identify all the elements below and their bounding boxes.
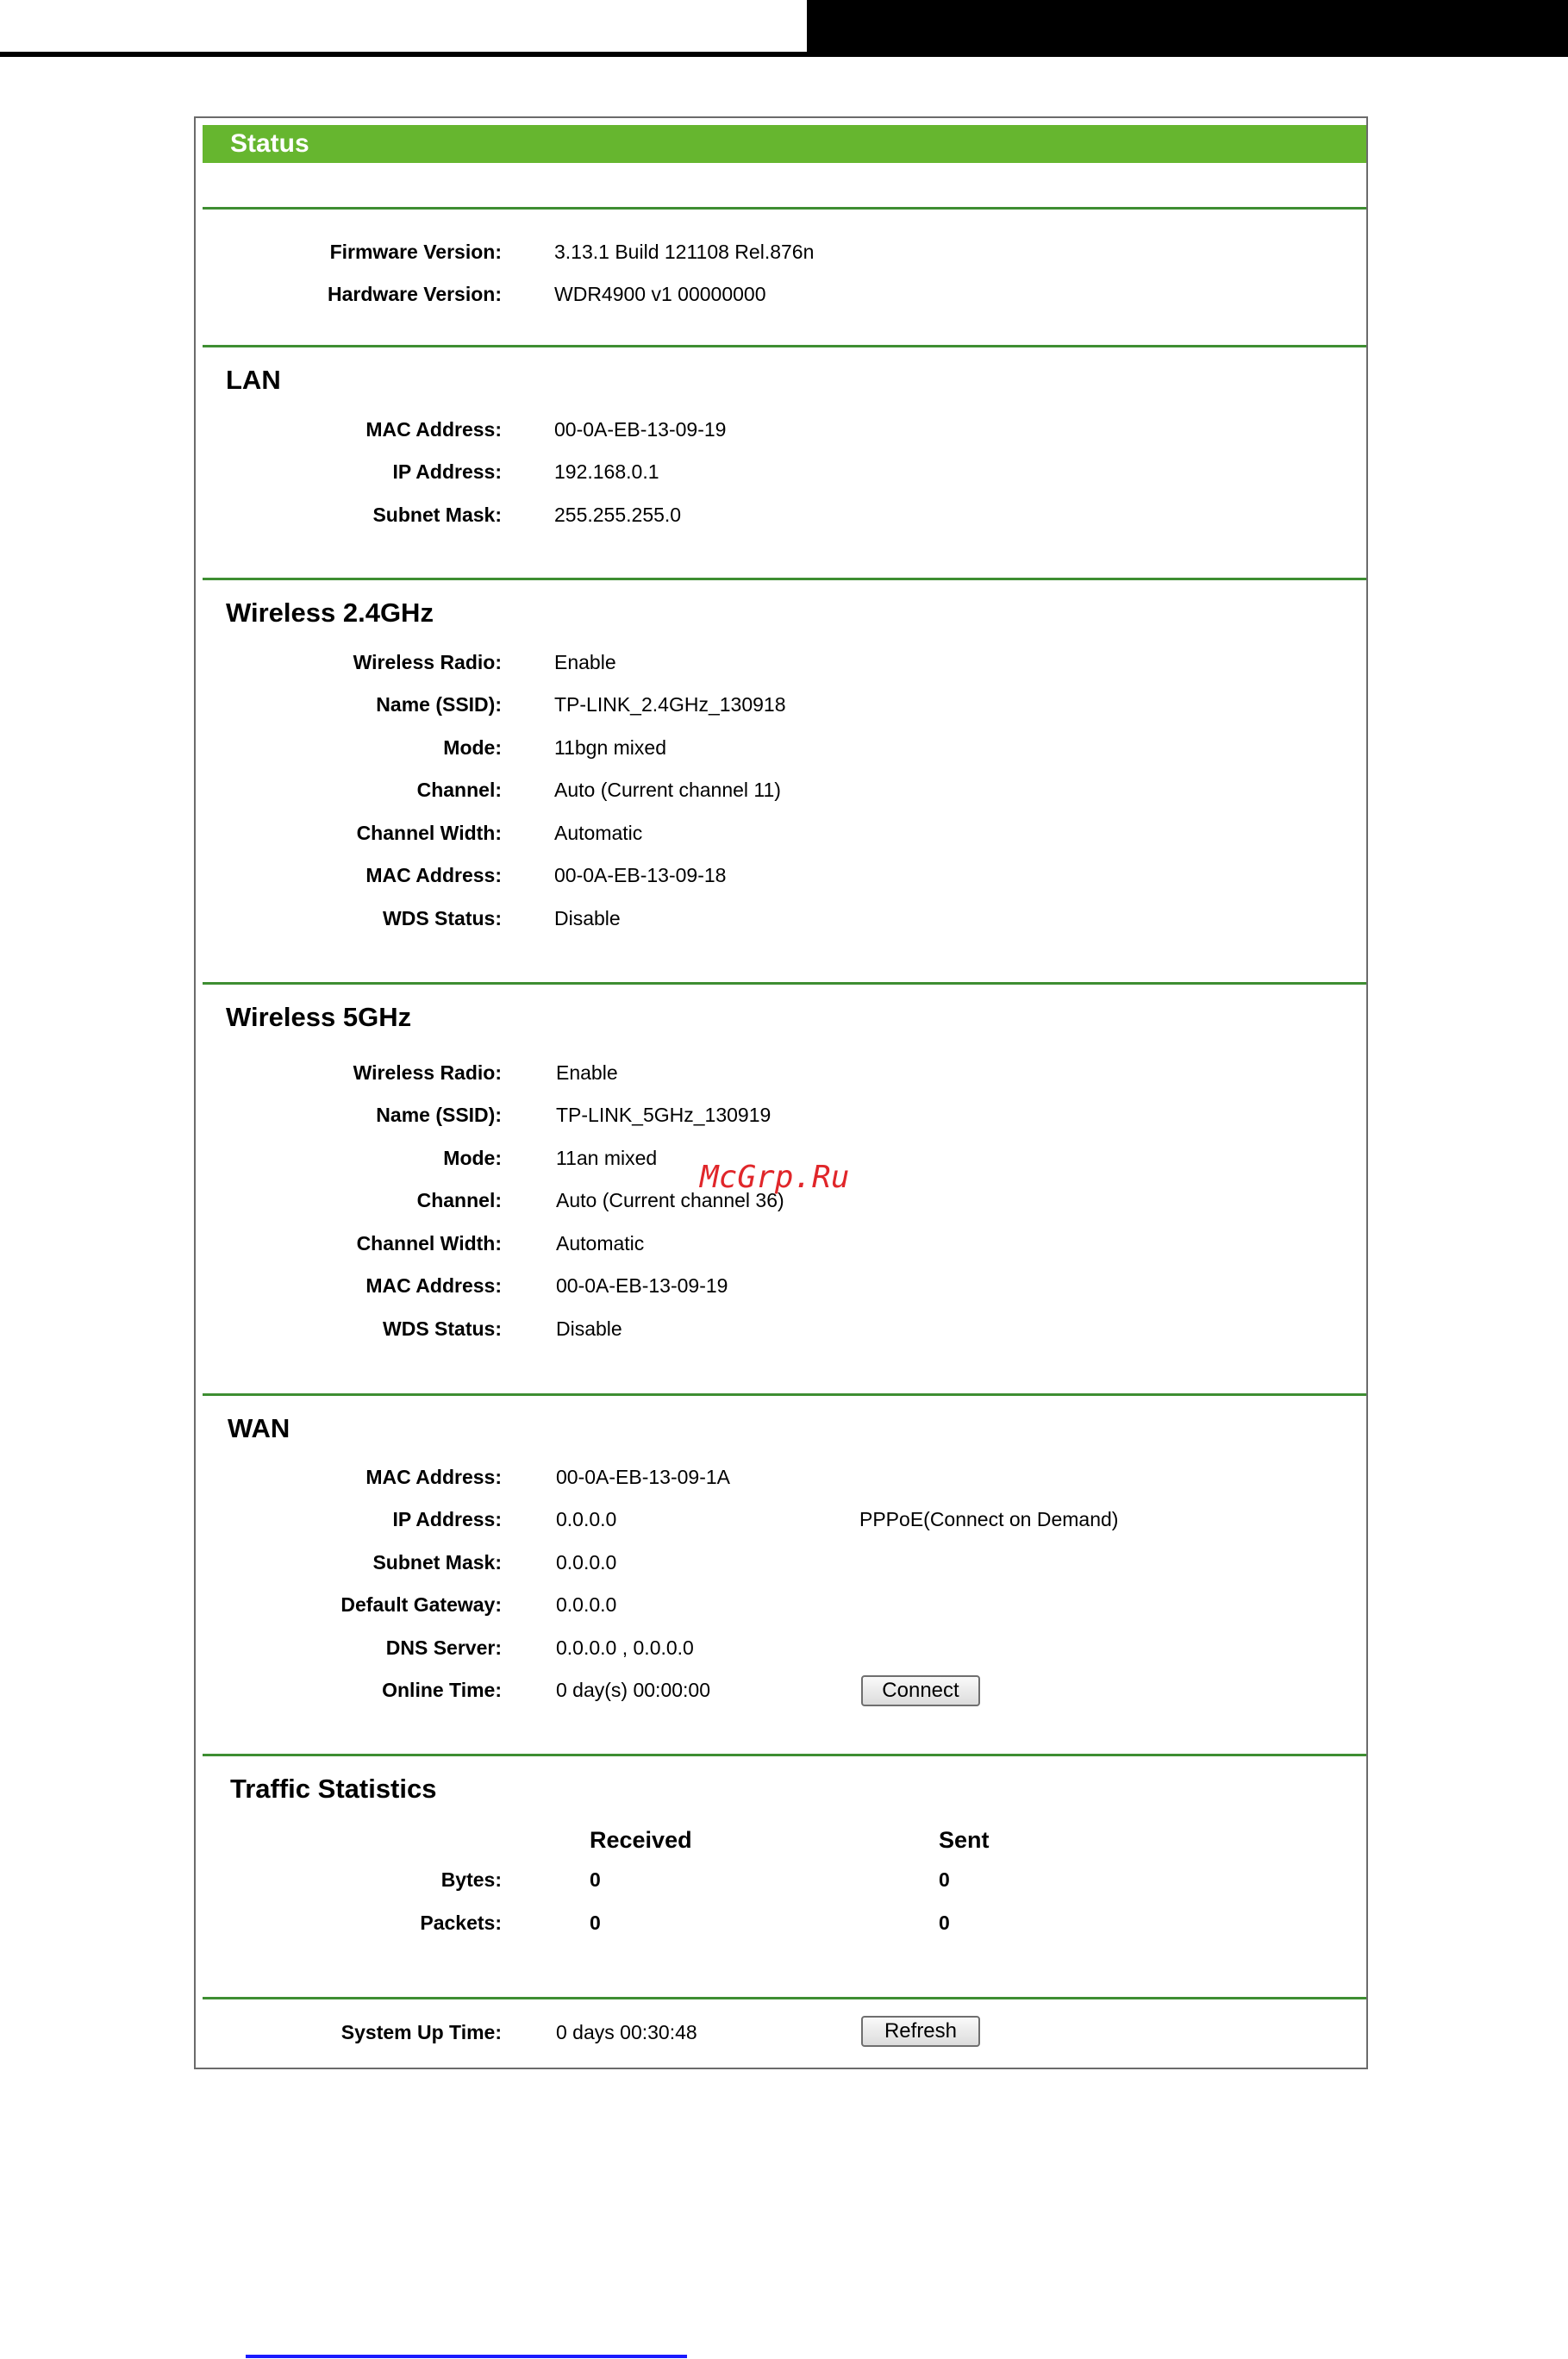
divider — [203, 345, 1366, 347]
divider — [203, 578, 1366, 580]
watermark-text: McGrp.Ru — [700, 1160, 850, 1195]
w5-channel-label: Channel: — [416, 1189, 502, 1211]
status-panel — [194, 116, 1368, 2069]
wan-ip-label: IP Address: — [392, 1508, 502, 1530]
w24-mode-value: 11bgn mixed — [554, 736, 666, 759]
w24-width-label: Channel Width: — [356, 822, 502, 844]
lan-section-title: LAN — [226, 365, 281, 395]
w5-wds-label: WDS Status: — [383, 1317, 502, 1340]
divider — [203, 1754, 1366, 1756]
w5-wds-value: Disable — [556, 1317, 622, 1340]
traffic-bytes-sent: 0 — [939, 1868, 950, 1891]
wireless-24-section-title: Wireless 2.4GHz — [226, 598, 434, 628]
lan-mac-label: MAC Address: — [365, 418, 502, 441]
traffic-bytes-label: Bytes: — [440, 1868, 502, 1891]
w24-mode-label: Mode: — [443, 736, 502, 759]
w24-radio-label: Wireless Radio: — [353, 651, 502, 673]
w5-ssid-value: TP-LINK_5GHz_130919 — [556, 1104, 772, 1126]
w24-ssid-value: TP-LINK_2.4GHz_130918 — [554, 693, 786, 716]
divider — [203, 1997, 1366, 1999]
hardware-value: WDR4900 v1 00000000 — [554, 283, 766, 305]
w5-mac-value: 00-0A-EB-13-09-19 — [556, 1274, 728, 1297]
w24-width-value: Automatic — [554, 822, 643, 844]
firmware-label: Firmware Version: — [329, 241, 502, 263]
lan-ip-value: 192.168.0.1 — [554, 460, 659, 483]
wan-gateway-value: 0.0.0.0 — [556, 1593, 617, 1616]
w24-mac-label: MAC Address: — [365, 864, 502, 886]
divider — [203, 1393, 1366, 1396]
divider — [203, 207, 1366, 210]
traffic-received-header: Received — [590, 1827, 692, 1853]
traffic-section-title: Traffic Statistics — [230, 1774, 437, 1804]
w5-mac-label: MAC Address: — [365, 1274, 502, 1297]
w5-mode-label: Mode: — [443, 1147, 502, 1169]
refresh-button[interactable]: Refresh — [861, 2016, 980, 2047]
w5-radio-value: Enable — [556, 1061, 618, 1084]
wan-gateway-label: Default Gateway: — [340, 1593, 502, 1616]
lan-mask-label: Subnet Mask: — [372, 504, 502, 526]
uptime-value: 0 days 00:30:48 — [556, 2021, 697, 2043]
page-top-bar — [807, 0, 1568, 57]
w24-channel-value: Auto (Current channel 11) — [554, 779, 781, 801]
lan-mask-value: 255.255.255.0 — [554, 504, 682, 526]
w24-channel-label: Channel: — [416, 779, 502, 801]
traffic-packets-label: Packets: — [420, 1912, 502, 1934]
w5-mode-value: 11an mixed — [556, 1147, 658, 1169]
w24-ssid-label: Name (SSID): — [376, 693, 502, 716]
uptime-label: System Up Time: — [340, 2021, 502, 2043]
w24-wds-label: WDS Status: — [383, 907, 502, 929]
w24-radio-value: Enable — [554, 651, 616, 673]
wan-dns-label: DNS Server: — [385, 1636, 502, 1659]
traffic-bytes-received: 0 — [590, 1868, 601, 1891]
hardware-label: Hardware Version: — [328, 283, 502, 305]
w5-width-value: Automatic — [556, 1232, 645, 1255]
page-top-rule — [0, 52, 810, 57]
wan-dns-value: 0.0.0.0 , 0.0.0.0 — [556, 1636, 694, 1659]
wan-connection-type: PPPoE(Connect on Demand) — [859, 1508, 1119, 1530]
wan-online-time-label: Online Time: — [382, 1679, 502, 1701]
w5-width-label: Channel Width: — [356, 1232, 502, 1255]
wan-online-time-value: 0 day(s) 00:00:00 — [556, 1679, 711, 1701]
page-title: Status — [203, 125, 1366, 163]
traffic-sent-header: Sent — [939, 1827, 990, 1853]
w5-ssid-label: Name (SSID): — [376, 1104, 502, 1126]
wan-ip-value: 0.0.0.0 — [556, 1508, 617, 1530]
wan-mac-label: MAC Address: — [365, 1466, 502, 1488]
lan-mac-value: 00-0A-EB-13-09-19 — [554, 418, 727, 441]
traffic-packets-sent: 0 — [939, 1912, 950, 1934]
w5-radio-label: Wireless Radio: — [353, 1061, 502, 1084]
firmware-value: 3.13.1 Build 121108 Rel.876n — [554, 241, 815, 263]
traffic-packets-received: 0 — [590, 1912, 601, 1934]
bottom-link-underline — [246, 2355, 687, 2358]
w24-wds-value: Disable — [554, 907, 621, 929]
w24-mac-value: 00-0A-EB-13-09-18 — [554, 864, 727, 886]
wireless-5-section-title: Wireless 5GHz — [226, 1002, 412, 1032]
wan-mask-value: 0.0.0.0 — [556, 1551, 617, 1574]
divider — [203, 982, 1366, 985]
wan-section-title: WAN — [228, 1413, 290, 1443]
connect-button[interactable]: Connect — [861, 1675, 980, 1706]
w5-channel-value: Auto (Current channel 36) — [556, 1189, 784, 1211]
wan-mac-value: 00-0A-EB-13-09-1A — [556, 1466, 730, 1488]
wan-mask-label: Subnet Mask: — [372, 1551, 502, 1574]
lan-ip-label: IP Address: — [392, 460, 502, 483]
